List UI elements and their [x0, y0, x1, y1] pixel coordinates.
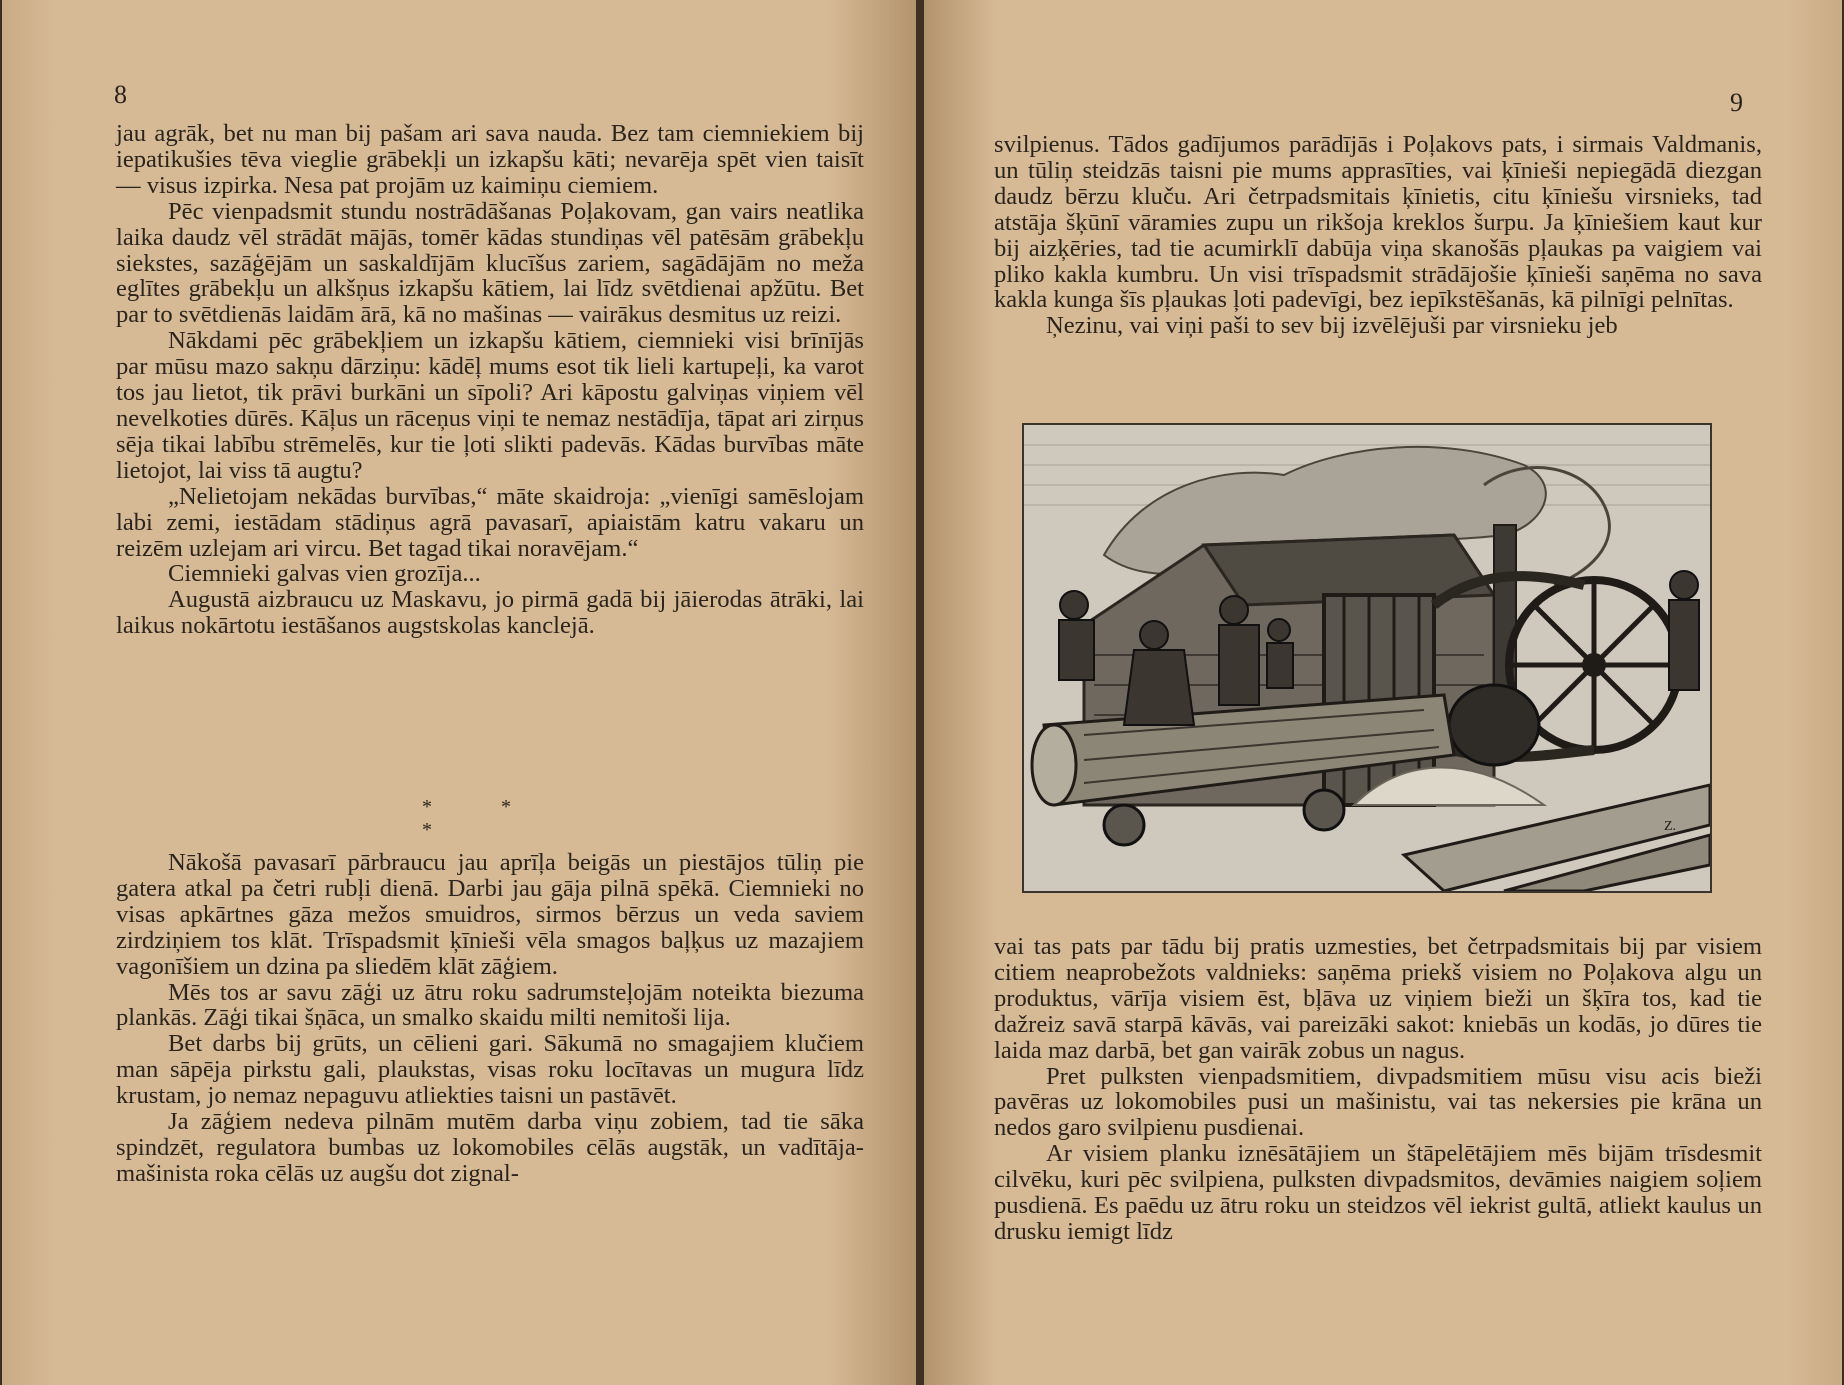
illustration-signature: Z.: [1664, 819, 1677, 834]
right-text-block-bottom: [994, 934, 1762, 1245]
paragraph: Ciemnieki galvas vien grozīja...: [168, 560, 481, 588]
section-separator: [422, 796, 572, 841]
paragraph: „Nelietojam nekādas burvības,“ māte skaidroja: „vienīgi samēslojam labi zemi, iestādam stādiņus agrā pavasarī, apiaistām katru vakaru un reizēm uzlejam ari vircu. Bet tagad tikai noravējam.“: [116, 482, 864, 562]
paragraph: jau agrāk, bet nu man bij pašam ari sava nauda. Bez tam ciemniekiem bij iepatikušies tēva vieglie grābekļi un izkapšu kāti; nevarēja spēt vien taisīt — visus izpirka. Nesa pat projām uz kaimiņu ciemiem.: [116, 120, 864, 199]
paragraph: Augustā aizbraucu uz Maskavu, jo pirmā gadā bij jāierodas ātrāki, lai laikus nokārtotu iestāšanos augstskolas kanclejā.: [116, 586, 864, 640]
page-number-right: 9: [1730, 88, 1743, 117]
paragraph: Pēc vienpadsmit stundu nostrādāšanas Poļakovam, gan vairs neatlika laika daudz vēl strādāt mājās, tomēr kādas stundiņas vēl patēsām grābekļu siekstes, sazāģējām un saskaldījām klucīšus zariem, sagādājām no meža eglītes grābekļu un alkšņus izkapšu kātiem, lai līdz svētdienai apžūtu. Bet par to svētdienās laidām ārā, kā no mašinas — vairākus desmitus uz reizi.: [116, 197, 864, 329]
left-text-block-1: [116, 121, 864, 639]
paragraph: Ja zāģiem nedeva pilnām mutēm darba viņu zobiem, tad tie sāka spindzēt, regulatora bumbas uz lokomobiles cēlās augstāk, un vadītāja-mašinista roka cēlās uz augšu dot zignal-: [116, 1108, 864, 1187]
page-number-left: 8: [114, 80, 127, 109]
paragraph: Pret pulksten vienpadsmitiem, divpadsmitiem mūsu visu acis bieži pavēras uz lokomobiles pusi un mašinistu, vai tas nekersies pie krāna un nedos garo svilpienu pusdienai.: [994, 1062, 1762, 1142]
paragraph: Bet darbs bij grūts, un cēlieni gari. Sākumā no smagajiem klučiem man sāpēja pirkstu gali, plaukstas, visas roku locītavas un mugura līdz krustam, jo nemaz nepaguvu atliekties taisni un pastāvēt.: [116, 1030, 864, 1110]
paragraph: vai tas pats par tādu bij pratis uzmesties, bet četrpadsmitais bij par visiem citiem neaprobežots valdnieks: saņēma priekš visiem no Poļakova algu un produktus, vārīja visiem ēst, bļāva uz viņiem bieži un šķīra tos, kad tie dažreiz savā starpā kāvās, vai pareizāki sakot: kniebās un kodās, jo dūres tie laida maz darbā, bet gan vairāk zobus un nagus.: [994, 933, 1762, 1064]
paragraph: Ar visiem planku iznēsātājiem un štāpelētājiem mēs bijām trīsdesmit cilvēku, kuri pēc svilpiena, pulksten divpadsmitos, devāmies naigiem soļiem pusdienā. Es paēdu uz ātru roku un steidzos vēl iekrist gultā, atliekt kaulus un drusku iemigt līdz: [994, 1140, 1762, 1245]
sawmill-drawing: [1024, 425, 1710, 891]
paragraph: Ņezinu, vai viņi paši to sev bij izvēlējuši par virsnieku jeb: [1046, 312, 1618, 340]
right-text-block-top: [994, 132, 1762, 339]
paragraph: Nākdami pēc grābekļiem un izkapšu kātiem, ciemnieki visi brīnījās par mūsu mazo sakņu dārziņu: kādēļ mums esot tik lieli kartupeļi, ka varot tos jau lietot, tik prāvi burkāni un sīpoli? Ari kāpostu galviņas viņiem vēl nevelkoties dūrēs. Kāļus un rāceņus viņi te nemaz nestādīja, tāpat ari zirņus sēja tikai labību strēmelēs, kur tie ļoti slikti padevās. Kādas burvības māte lietojot, lai viss tā augtu?: [116, 327, 864, 484]
paragraph: Nākošā pavasarī pārbraucu jau aprīļa beigās un piestājos tūliņ pie gatera atkal pa četri rubļi dienā. Darbi jau gāja pilnā spēkā. Ciemnieki no visas apkārtnes gāza mežos smuidros, sirmos bērzus un veda saviem zirdziņiem tos klāt. Trīspadsmit ķīnieši vēla smagos baļķus uz mazajiem vagonīšiem un dzina pa sliedēm klāt zāģiem.: [116, 849, 864, 980]
sawmill-illustration: [1022, 423, 1712, 893]
left-text-block-2: [116, 850, 864, 1187]
separator-text: * * *: [422, 796, 543, 841]
paragraph: Mēs tos ar savu zāģi uz ātru roku sadrumsteļojām noteikta biezuma plankās. Zāģi tikai šņāca, un smalko skaidu milti nemitoši lija.: [116, 978, 864, 1032]
paragraph: svilpienus. Tādos gadījumos parādījās i Poļakovs pats, i sirmais Valdmanis, un tūliņ steidzās taisni pie mums apprasīties, vai ķīnieši nepiegādā diezgan daudz bērzu kluču. Ari četrpadsmitais ķīnietis, citu ķīniešu virsnieks, tad atstāja šķūnī vāramies zupu un rikšoja kreklos šurpu. Ja ķīniešiem kaut kur bij aizķēries, tad tie acumirklī dabūja viņa skanošās pļaukas pa vaigiem vai pliko kakla kumbru. Un visi trīspadsmit strādājošie ķīnieši saņēma no sava kakla kunga šīs pļaukas ļoti padevīgi, bez iepīkstēšanās, kā pilnīgi pelnītas.: [994, 131, 1762, 314]
left-page: [0, 0, 918, 1385]
